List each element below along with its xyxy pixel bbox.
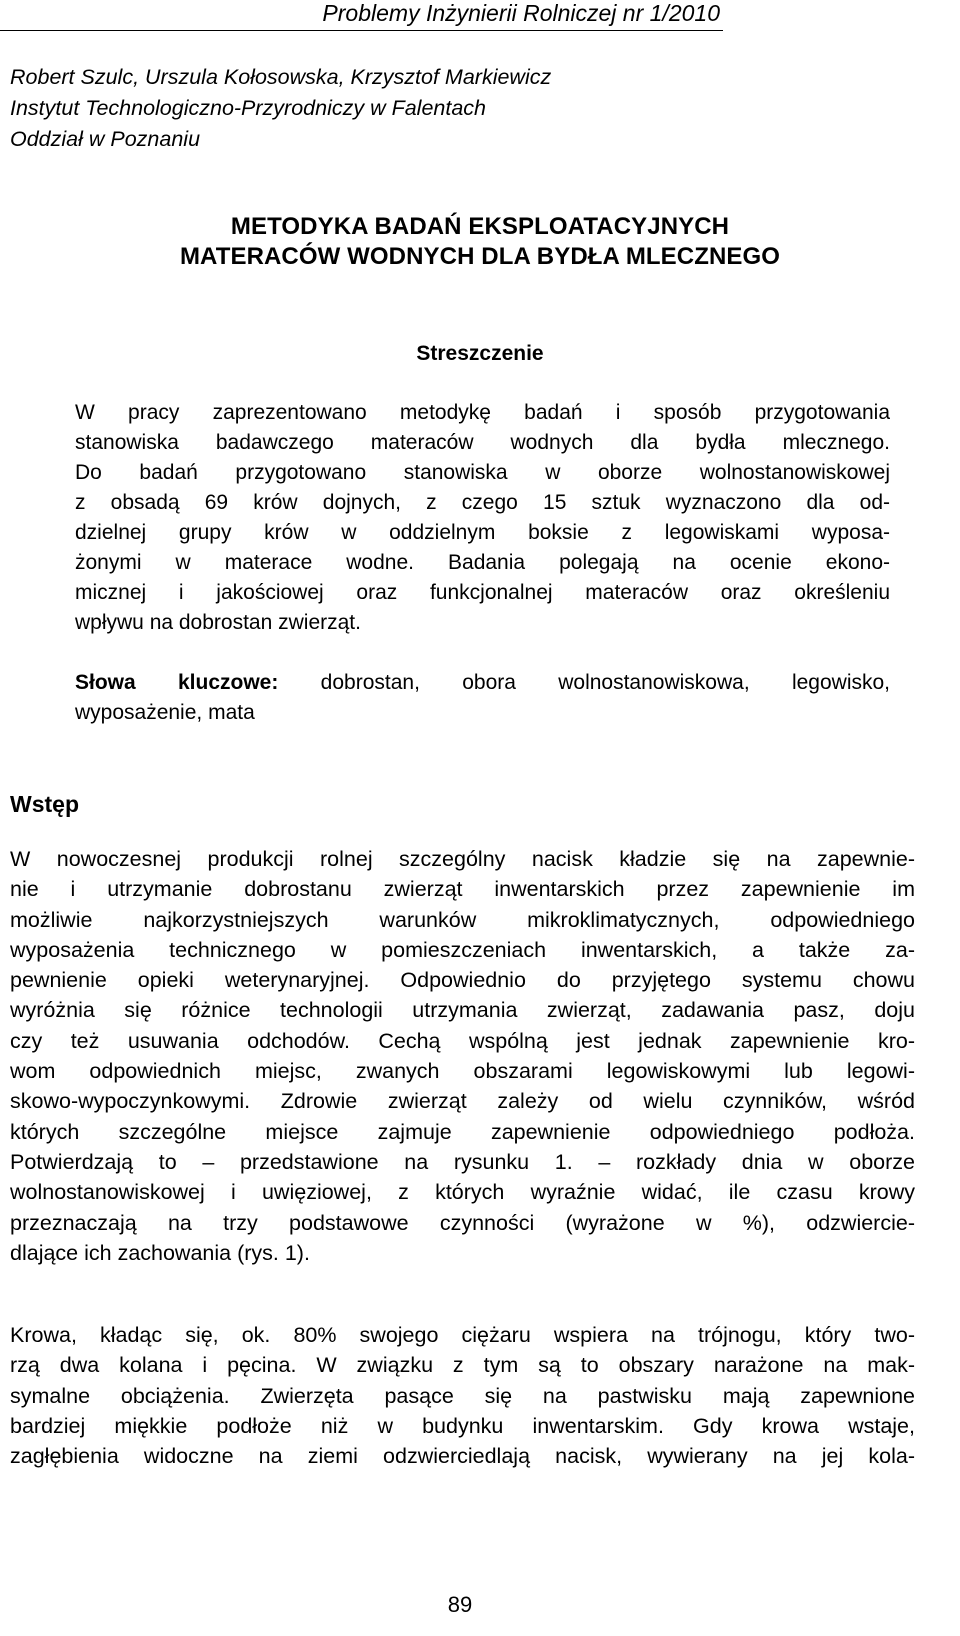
author-branch: Oddział w Poznaniu — [10, 127, 201, 151]
keywords-line-2: wyposażenie, mata — [75, 701, 255, 724]
text-line: wyróżnia się różnice technologii utrzymania zwierząt, zadawania pasz, doju — [10, 998, 915, 1023]
paper-title — [0, 212, 960, 272]
abstract-body — [75, 398, 890, 638]
text-line: bardziej miękkie podłoże niż w budynku inwentarskim. Gdy krowa wstaje, — [10, 1413, 915, 1438]
text-line: wyposażenia technicznego w pomieszczeniach inwentarskich, a także za- — [10, 937, 915, 962]
section-heading-intro: Wstęp — [10, 791, 79, 817]
header-rule — [0, 30, 723, 31]
text-line: możliwie najkorzystniejszych warunków mikroklimatycznych, odpowiedniego — [10, 907, 915, 932]
text-line: wom odpowiednich miejsc, zwanych obszarami legowiskowymi lub legowi- — [10, 1059, 915, 1084]
abstract-line: Do badań przygotowano stanowiska w oborze wolnostanowiskowej — [75, 461, 890, 484]
text-line: skowo-wypoczynkowymi. Zdrowie zwierząt zależy od wielu czynników, wśród — [10, 1089, 915, 1114]
intro-paragraph-1 — [10, 844, 915, 1268]
text-line: dlające ich zachowania (rys. 1). — [10, 1240, 310, 1265]
text-line: przeznaczają na trzy podstawowe czynności (wyrażone w %), odzwiercie- — [10, 1210, 915, 1235]
text-line: Krowa, kładąc się, ok. 80% swojego ciężaru wspiera na trójnogu, który two- — [10, 1323, 915, 1347]
author-block — [10, 62, 910, 155]
intro-paragraph-2 — [10, 1320, 915, 1471]
author-institute: Instytut Technologiczno-Przyrodniczy w Falentach — [10, 96, 487, 120]
text-line: symalne obciążenia. Zwierzęta pasące się na pastwisku mają zapewnione — [10, 1383, 915, 1408]
abstract-line: żonymi w materace wodne. Badania polegają na ocenie ekono- — [75, 551, 890, 574]
paper-title-line-1: METODYKA BADAŃ EKSPLOATACYJNYCH — [230, 213, 730, 240]
keywords-list: dobrostan, obora wolnostanowiskowa, legowisko, — [278, 671, 890, 694]
keywords-line-1 — [75, 668, 890, 698]
abstract-line: W pracy zaprezentowano metodykę badań i sposób przygotowania — [75, 401, 890, 424]
text-line: nie i utrzymanie dobrostanu zwierząt inwentarskich przez zapewnienie im — [10, 877, 915, 902]
abstract-line: z obsadą 69 krów dojnych, z czego 15 sztuk wyznaczono dla od- — [75, 491, 890, 514]
text-line: wolnostanowiskowej i uwięziowej, z których wyraźnie widać, ile czasu krowy — [10, 1180, 915, 1205]
text-line: Potwierdzają to – przedstawione na rysunku 1. – rozkłady dnia w oborze — [10, 1149, 915, 1174]
abstract-line: dzielnej grupy krów w oddzielnym boksie z legowiskami wyposa- — [75, 521, 890, 544]
abstract-line: micznej i jakościowej oraz funkcjonalnej materaców oraz określeniu — [75, 581, 890, 604]
abstract-heading: Streszczenie — [416, 342, 544, 365]
abstract-line: wpływu na dobrostan zwierząt. — [75, 611, 361, 634]
text-line: pewnienie opieki weterynaryjnej. Odpowiednio do przyjętego systemu chowu — [10, 968, 915, 993]
abstract-line: stanowiska badawczego materaców wodnych dla bydła mlecznego. — [75, 431, 890, 454]
author-names: Robert Szulc, Urszula Kołosowska, Krzysztof Markiewicz — [10, 65, 552, 89]
text-line: zagłębienia widoczne na ziemi odzwierciedlają nacisk, wywierany na jej kola- — [10, 1444, 915, 1469]
text-line: których szczególne miejsce zajmuje zapewnienie odpowiedniego podłoża. — [10, 1119, 915, 1144]
text-line: rzą dwa kolana i pęcina. W związku z tym są to obszary narażone na mak- — [10, 1353, 915, 1378]
text-line: W nowoczesnej produkcji rolnej szczególny nacisk kładzie się na zapewnie- — [10, 847, 915, 871]
journal-running-header: Problemy Inżynierii Rolniczej nr 1/2010 — [322, 0, 720, 26]
keywords-block — [75, 668, 890, 728]
text-line: czy też usuwania odchodów. Cechą wspólną jest jednak zapewnienie kro- — [10, 1028, 915, 1053]
keywords-label: Słowa kluczowe: — [75, 671, 279, 694]
paper-title-line-2: MATERACÓW WODNYCH DLA BYDŁA MLECZNEGO — [179, 243, 781, 270]
page-number: 89 — [447, 1592, 473, 1617]
